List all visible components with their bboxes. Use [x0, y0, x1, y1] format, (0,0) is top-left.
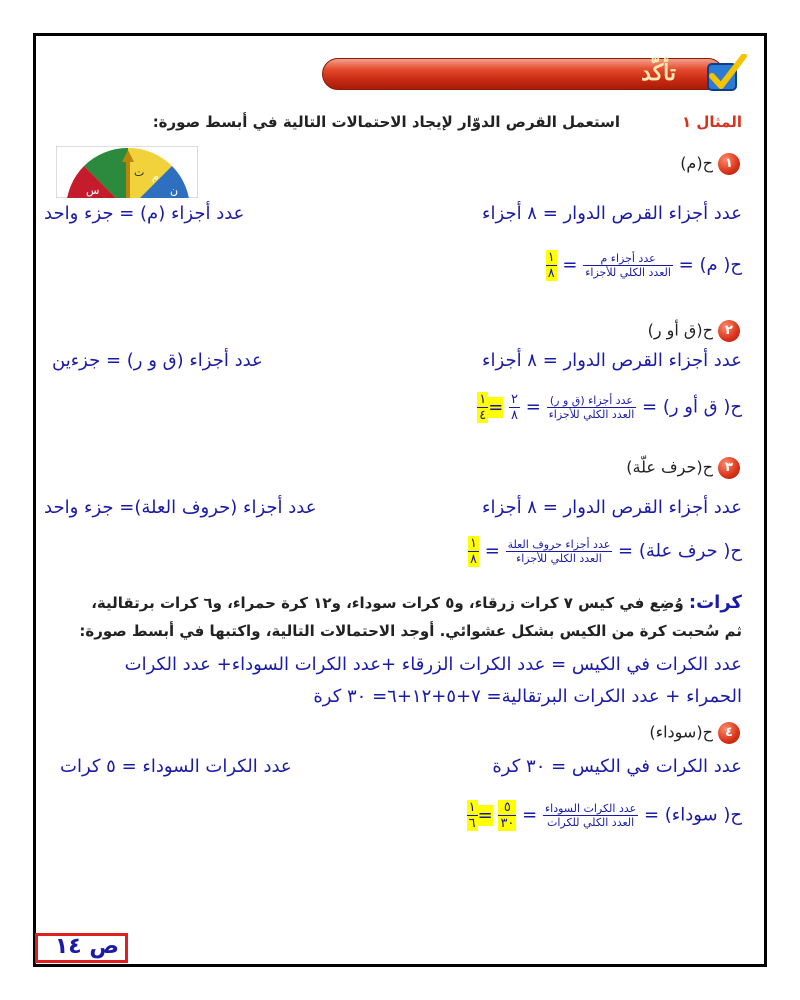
q4-result [467, 800, 478, 831]
q1-fraction-den: العدد الكلي للأجزاء [585, 266, 671, 279]
spinner-image [56, 146, 198, 198]
balls-text2: ثم سُحبت كرة من الكيس بشكل عشوائي. أوجد الاحتمالات التالية، واكتبها في أبسط صورة: [79, 622, 742, 640]
q1-formula-lhs: ح( م) = [678, 254, 742, 276]
q1-result [546, 250, 557, 281]
q2-count-right: عدد أجزاء القرص الدوار = ٨ أجزاء [482, 350, 742, 371]
q3-heading [626, 457, 740, 479]
q3-title: ح(حرف علّة) [626, 457, 713, 477]
example-label: المثال ١ [682, 113, 742, 131]
q2-result-den: ٤ [479, 408, 487, 423]
q3-count-left: عدد أجزاء (حروف العلة)= جزء واحد [44, 497, 317, 518]
example-instruction: استعمل القرص الدوّار لإيجاد الاحتمالات التالية في أبسط صورة: [152, 113, 620, 131]
q1-heading [680, 153, 740, 175]
q4-fraction-den: العدد الكلي للكرات [546, 816, 635, 829]
q1-count-right: عدد أجزاء القرص الدوار = ٨ أجزاء [482, 203, 742, 224]
q2-heading [648, 320, 740, 342]
q4-mid-den: ٣٠ [500, 816, 515, 831]
confirm-banner [322, 58, 746, 90]
q3-result-num: ١ [470, 536, 477, 551]
spinner-label-n: ن [170, 184, 179, 197]
q2-number-badge: ٢ [718, 320, 740, 342]
q1-result-num: ١ [547, 250, 555, 265]
q3-fraction [506, 538, 613, 565]
q4-equals-2: = [477, 804, 493, 826]
q1-number-badge: ١ [718, 153, 740, 175]
q2-formula [477, 392, 742, 423]
q3-result [468, 536, 479, 567]
q2-formula-lhs: ح( ق أو ر) = [642, 396, 742, 418]
q2-fraction [547, 394, 637, 421]
q2-fraction-num: عدد أجزاء (ق و ر) [547, 394, 637, 408]
q4-equals-1: = [522, 804, 538, 826]
q3-formula-lhs: ح( حرف علة) = [618, 540, 742, 562]
page-number: ص ١٤ [35, 933, 128, 963]
q1-result-den: ٨ [547, 266, 555, 281]
q1-count-left: عدد أجزاء (م) = جزء واحد [44, 203, 245, 224]
q2-equals-1: = [525, 396, 541, 418]
q4-result-num: ١ [468, 800, 476, 815]
balls-text-line1 [91, 592, 742, 613]
q1-equals: = [562, 254, 578, 276]
q4-count-right: عدد الكرات في الكيس = ٣٠ كرة [492, 756, 742, 777]
q2-fraction-den: العدد الكلي للأجزاء [548, 408, 635, 421]
q1-fraction-num: عدد أجزاء م [583, 252, 673, 266]
q2-mid-fraction [509, 392, 520, 423]
balls-sum-line2: الحمراء + عدد الكرات البرتقالية= ٧+٥+١٢+٦= ٣٠ كرة [313, 686, 742, 707]
banner-title: تأكّد [641, 60, 676, 86]
q2-mid-den: ٨ [511, 408, 519, 423]
q4-fraction [543, 802, 638, 829]
q3-count-right: عدد أجزاء القرص الدوار = ٨ أجزاء [482, 497, 742, 518]
q4-formula [467, 800, 742, 831]
q4-formula-lhs: ح( سوداء) = [643, 804, 742, 826]
q1-title: ح(م) [680, 153, 713, 173]
q4-fraction-num: عدد الكرات السوداء [544, 802, 637, 815]
q4-heading [649, 722, 740, 744]
q3-fraction-num: عدد أجزاء حروف العلة [507, 538, 611, 551]
balls-sum-line1: عدد الكرات في الكيس = عدد الكرات الزرقاء +عدد الكرات السوداء+ عدد الكرات [124, 654, 742, 675]
q4-result-den: ٦ [468, 816, 476, 831]
q1-formula [546, 250, 742, 281]
q3-result-den: ٨ [470, 552, 477, 567]
spinner-label-t: ت [134, 166, 145, 179]
checkmark-icon [704, 54, 748, 94]
q4-title: ح(سوداء) [649, 722, 713, 742]
q4-number-badge: ٤ [718, 722, 740, 744]
q2-mid-num: ٢ [511, 392, 519, 407]
q4-mid-num: ٥ [498, 800, 516, 816]
q2-count-left: عدد أجزاء (ق و ر) = جزءين [52, 350, 263, 371]
balls-text1: وُضِع في كيس ٧ كرات زرقاء، و٥ كرات سوداء، و١٢ كرة حمراء، و٦ كرات برتقالية، [91, 594, 684, 612]
q2-title: ح(ق أو ر) [647, 320, 713, 340]
q3-equals: = [484, 540, 500, 562]
q3-formula [468, 536, 742, 567]
q4-mid-fraction [498, 800, 516, 831]
q3-fraction-den: العدد الكلي للأجزاء [516, 552, 602, 565]
q1-fraction [583, 252, 673, 279]
q2-result [477, 392, 488, 423]
balls-label: كرات: [688, 592, 742, 613]
q4-count-left: عدد الكرات السوداء = ٥ كرات [60, 756, 292, 777]
spinner-label-s: س [86, 184, 100, 197]
spinner-label-m: م [152, 170, 159, 183]
q2-result-num: ١ [479, 392, 487, 407]
q3-number-badge: ٣ [718, 457, 740, 479]
q2-equals-2: = [488, 396, 504, 418]
